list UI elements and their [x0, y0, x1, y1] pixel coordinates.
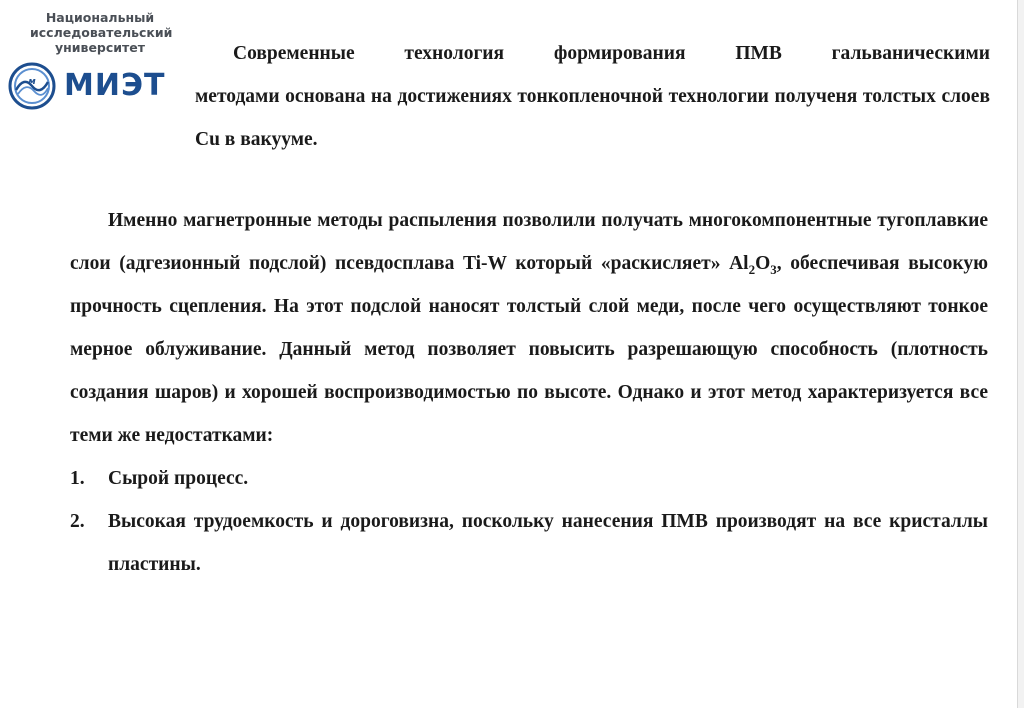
- list-item: [70, 457, 988, 500]
- miet-emblem-icon: [8, 62, 56, 110]
- intro-line-1: Современные технология формирования ПМВ гальваническими: [233, 43, 990, 64]
- list-item-text: Сырой процесс.: [108, 468, 249, 489]
- university-logo: [8, 10, 173, 116]
- slide-edge: [1017, 0, 1024, 708]
- intro-rest: методами основана на достижениях тонкопленочной технологии полученя толстых слоев Cu в вакууме.: [195, 86, 990, 150]
- intro-text: [195, 32, 990, 161]
- list-item: [70, 500, 988, 586]
- paragraph-part-3: , обеспечивая высокую прочность сцепления. На этот подслой наносят толстый слой меди, после чего осуществляют тонкое мерное облуживание. Данный метод позволяет повысить разрешающую способность (плотность создания шаров) и хорошей воспроизводимостью по высоте. Однако и этот метод характеризуется все теми же недостатками:: [70, 253, 988, 446]
- paragraph-part-1: Именно магнетронные методы распыления позволили получать многокомпонентные тугоплавкие слои (адгезионный подслой) псевдосплава Ti-W который «раскисляет» Al: [70, 210, 988, 274]
- logo-caption: [30, 10, 173, 55]
- list-item-text: Высокая трудоемкость и дороговизна, поскольку нанесения ПМВ производят на все кристаллы пластины.: [108, 511, 988, 575]
- subscript-2: 2: [748, 262, 756, 277]
- main-text: [70, 199, 988, 586]
- logo-caption-line-2: исследовательский: [30, 25, 173, 40]
- logo-name: МИЭТ: [64, 68, 166, 103]
- list-item-number: 1.: [70, 468, 85, 489]
- main-paragraph: [70, 199, 988, 457]
- logo-caption-line-3: университет: [54, 40, 145, 55]
- paragraph-part-2: O: [755, 253, 771, 274]
- drawbacks-list: [70, 457, 988, 586]
- list-item-number: 2.: [70, 511, 85, 532]
- svg-text:м: м: [28, 77, 36, 87]
- subscript-3: 3: [770, 262, 777, 277]
- logo-caption-line-1: Национальный: [45, 10, 155, 25]
